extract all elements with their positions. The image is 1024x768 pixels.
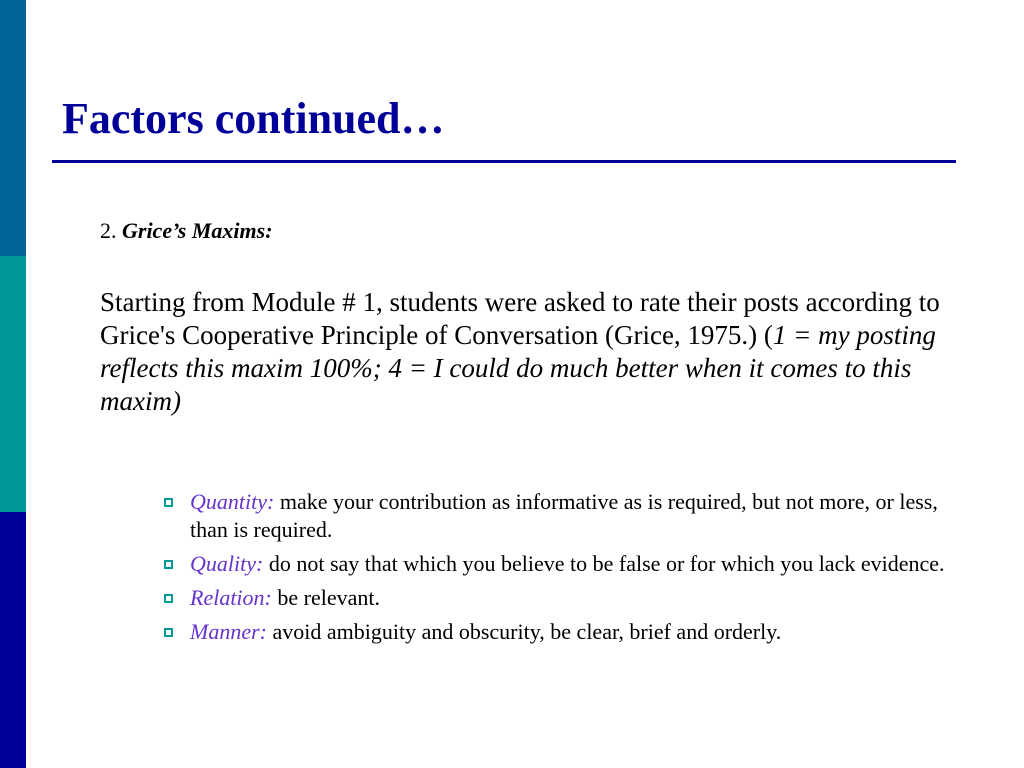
maxim-description: do not say that which you believe to be false or for which you lack evidence. <box>263 551 945 576</box>
rating-scale-note: 1 = my posting reflects this maxim 100%; 4 = I could do much better when it comes to this maxim) <box>100 320 936 416</box>
square-bullet-icon <box>164 628 173 637</box>
maxim-description: be relevant. <box>271 585 380 610</box>
square-bullet-icon <box>164 560 173 569</box>
maxim-term-colon: : <box>267 489 275 514</box>
side-bar-bottom <box>0 512 26 768</box>
maxim-term: Manner: <box>190 619 267 644</box>
side-bar-top <box>0 0 26 256</box>
section-number: 2. <box>100 218 117 243</box>
section-title: Grice’s Maxims: <box>122 218 273 243</box>
square-bullet-icon <box>164 594 173 603</box>
maxim-description: avoid ambiguity and obscurity, be clear, brief and orderly. <box>266 619 782 644</box>
maxims-list <box>160 488 960 652</box>
section-heading <box>100 216 273 246</box>
slide-title: Factors continued… <box>62 94 445 143</box>
maxim-term: Relation <box>190 585 265 610</box>
maxim-description: make your contribution as informative as is required, but not more, or less, than is required. <box>190 489 938 542</box>
maxim-quantity <box>160 488 960 544</box>
maxim-relation <box>160 584 960 612</box>
side-bar-middle <box>0 256 26 512</box>
intro-paragraph <box>100 286 980 418</box>
maxim-term: Quality: <box>190 551 264 576</box>
maxim-manner <box>160 618 960 646</box>
paragraph-text: Starting from Module # 1, students were asked to rate their posts according to Grice's Cooperative Principle of Conversation (Grice, 1975.) ( <box>100 287 940 350</box>
title-underline <box>52 160 956 163</box>
maxim-term-colon: : <box>264 585 272 610</box>
maxim-term: Quantity <box>190 489 267 514</box>
maxim-quality <box>160 550 960 578</box>
square-bullet-icon <box>164 498 173 507</box>
